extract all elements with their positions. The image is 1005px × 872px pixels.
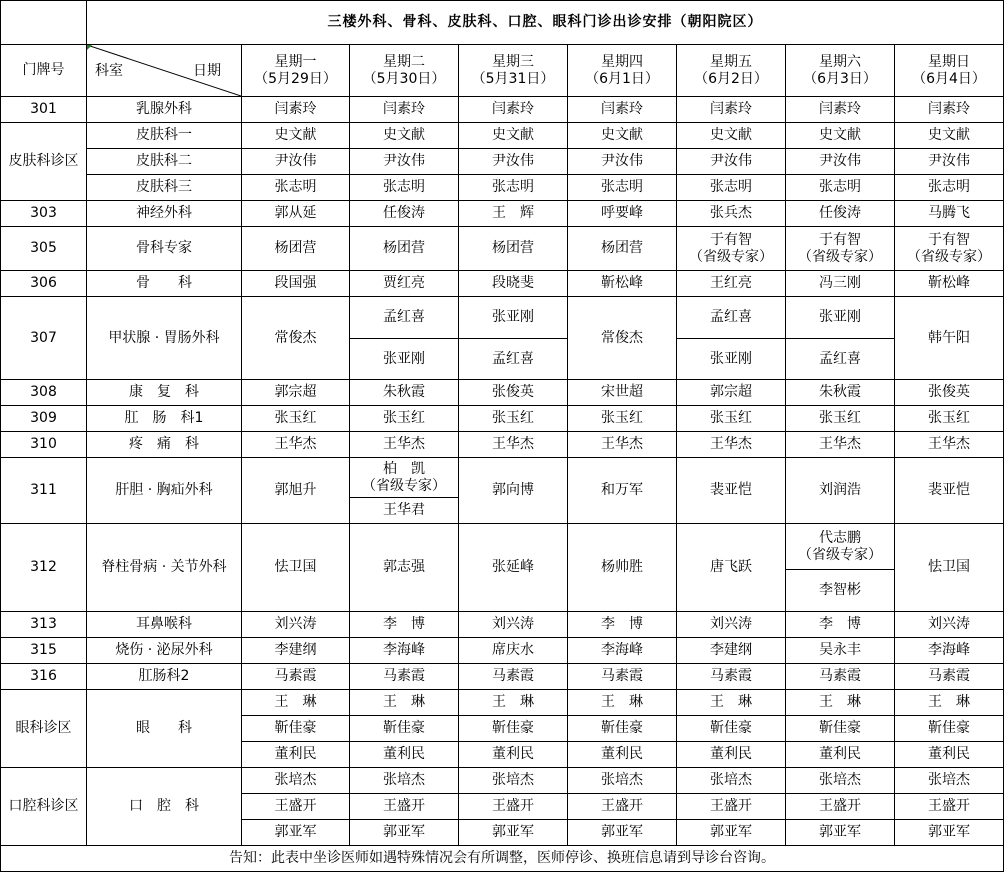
- day-header: 星期四 （6月1日）: [568, 45, 677, 97]
- doctor-cell: 张培杰: [350, 768, 459, 794]
- doctor-cell: 王华杰: [568, 432, 677, 458]
- doctor-cell: 靳松峰: [895, 271, 1004, 297]
- doctor-cell: 尹汝伟: [895, 149, 1004, 175]
- doctor-cell: 马素霞: [895, 664, 1004, 690]
- door-number: 307: [1, 297, 87, 380]
- doctor-cell: 张志明: [459, 175, 568, 201]
- doctor-cell: 张兵杰: [677, 201, 786, 227]
- doctor-cell: 刘润浩: [786, 458, 895, 524]
- dept-name: 神经外科: [87, 201, 242, 227]
- doctor-cell: 张玉红: [242, 406, 350, 432]
- doctor-cell: 王盛开: [568, 794, 677, 820]
- table-row: [1, 612, 1004, 638]
- doctor-cell: 张培杰: [568, 768, 677, 794]
- day-header: 星期日 （6月4日）: [895, 45, 1004, 97]
- doctor-cell: 李 博: [568, 612, 677, 638]
- doctor-cell: 于有智 （省级专家）: [677, 227, 786, 271]
- dept-name: 口 腔 科: [87, 768, 242, 846]
- table-row: [1, 768, 1004, 794]
- doctor-cell: 郭向博: [459, 458, 568, 524]
- door-number: 306: [1, 271, 87, 297]
- doctor-cell: 裴亚恺: [895, 458, 1004, 524]
- doctor-cell: 尹汝伟: [786, 149, 895, 175]
- doctor-cell: 董利民: [677, 742, 786, 768]
- doctor-cell: 尹汝伟: [677, 149, 786, 175]
- door-number: 303: [1, 201, 87, 227]
- date-header-label: 日期: [193, 63, 221, 79]
- doctor-cell: 张亚刚: [677, 339, 786, 380]
- table-row: [1, 149, 1004, 175]
- doctor-cell: 张志明: [786, 175, 895, 201]
- doctor-cell: 董利民: [895, 742, 1004, 768]
- doctor-cell: 靳佳豪: [568, 716, 677, 742]
- doctor-cell: 王华杰: [350, 432, 459, 458]
- doctor-cell: 裴亚恺: [677, 458, 786, 524]
- doctor-cell: 靳佳豪: [350, 716, 459, 742]
- page-title: 三楼外科、骨科、皮肤科、口腔、眼科门诊出诊安排（朝阳院区）: [87, 1, 1004, 45]
- doctor-cell: 王盛开: [677, 794, 786, 820]
- door-number: 眼科诊区: [1, 690, 87, 768]
- doctor-cell: 贾红亮: [350, 271, 459, 297]
- door-number: 308: [1, 380, 87, 406]
- doctor-cell: 马素霞: [459, 664, 568, 690]
- doctor-cell: 李海峰: [350, 638, 459, 664]
- table-row: [1, 432, 1004, 458]
- doctor-cell: 张玉红: [350, 406, 459, 432]
- doctor-cell: 张俊英: [459, 380, 568, 406]
- table-row: [1, 524, 1004, 570]
- doctor-cell: 董利民: [350, 742, 459, 768]
- doctor-cell: 张培杰: [677, 768, 786, 794]
- doctor-cell: 冯三刚: [786, 271, 895, 297]
- doctor-cell: 张玉红: [459, 406, 568, 432]
- doctor-cell: 王华杰: [786, 432, 895, 458]
- dept-name: 骨 科: [87, 271, 242, 297]
- doctor-cell: 尹汝伟: [459, 149, 568, 175]
- doctor-cell: 怯卫国: [895, 524, 1004, 612]
- dept-name: 皮肤科一: [87, 123, 242, 149]
- doctor-cell: 李建纲: [677, 638, 786, 664]
- doctor-cell: 张延峰: [459, 524, 568, 612]
- doctor-cell: 王华杰: [242, 432, 350, 458]
- doctor-cell: 闫素玲: [350, 97, 459, 123]
- doctor-cell: 任俊涛: [786, 201, 895, 227]
- doctor-cell: 郭从延: [242, 201, 350, 227]
- dept-date-header: [87, 45, 242, 97]
- doctor-cell: 靳佳豪: [895, 716, 1004, 742]
- doctor-cell: 常俊杰: [242, 297, 350, 380]
- doctor-cell: 张玉红: [677, 406, 786, 432]
- doctor-cell: 闫素玲: [895, 97, 1004, 123]
- day-header: 星期五 （6月2日）: [677, 45, 786, 97]
- doctor-cell: 马腾飞: [895, 201, 1004, 227]
- doctor-cell: 柏 凯 （省级专家）: [350, 458, 459, 498]
- doctor-cell: 王华杰: [677, 432, 786, 458]
- doctor-cell: 王 琳: [786, 690, 895, 716]
- doctor-cell: 张培杰: [242, 768, 350, 794]
- doctor-cell: 张志明: [568, 175, 677, 201]
- doctor-cell: 张培杰: [459, 768, 568, 794]
- doctor-cell: 张培杰: [786, 768, 895, 794]
- doctor-cell: 王 琳: [568, 690, 677, 716]
- doctor-cell: 史文献: [677, 123, 786, 149]
- door-number: 309: [1, 406, 87, 432]
- doctor-cell: 杨团营: [459, 227, 568, 271]
- doctor-cell: 段国强: [242, 271, 350, 297]
- doctor-cell: 唐飞跃: [677, 524, 786, 612]
- day-header: 星期二 （5月30日）: [350, 45, 459, 97]
- doctor-cell: 王华君: [350, 498, 459, 524]
- door-number-header: 门牌号: [1, 45, 87, 97]
- doctor-cell: 靳佳豪: [242, 716, 350, 742]
- doctor-cell: 杨团营: [350, 227, 459, 271]
- door-number: 313: [1, 612, 87, 638]
- doctor-cell: 杨团营: [568, 227, 677, 271]
- doctor-cell: 刘兴涛: [677, 612, 786, 638]
- doctor-cell: 郭亚军: [786, 820, 895, 846]
- table-row: [1, 664, 1004, 690]
- doctor-cell: 郭亚军: [568, 820, 677, 846]
- doctor-cell: 刘兴涛: [459, 612, 568, 638]
- doctor-cell: 代志鹏 （省级专家）: [786, 524, 895, 570]
- doctor-cell: 马素霞: [568, 664, 677, 690]
- doctor-cell: 尹汝伟: [350, 149, 459, 175]
- doctor-cell: 王华杰: [895, 432, 1004, 458]
- doctor-cell: 郭亚军: [350, 820, 459, 846]
- doctor-cell: 王华杰: [459, 432, 568, 458]
- table-row: [1, 297, 1004, 339]
- doctor-cell: 马素霞: [350, 664, 459, 690]
- dept-name: 皮肤科二: [87, 149, 242, 175]
- table-row: [1, 380, 1004, 406]
- door-number: 310: [1, 432, 87, 458]
- day-header: 星期六 （6月3日）: [786, 45, 895, 97]
- doctor-cell: 史文献: [350, 123, 459, 149]
- dept-name: 皮肤科三: [87, 175, 242, 201]
- table-row: [1, 175, 1004, 201]
- doctor-cell: 张俊英: [895, 380, 1004, 406]
- doctor-cell: 郭宗超: [677, 380, 786, 406]
- doctor-cell: 李海峰: [568, 638, 677, 664]
- doctor-cell: 张培杰: [895, 768, 1004, 794]
- doctor-cell: 李 博: [350, 612, 459, 638]
- doctor-cell: 郭亚军: [677, 820, 786, 846]
- dept-name: 烧伤 · 泌尿外科: [87, 638, 242, 664]
- doctor-cell: 靳佳豪: [677, 716, 786, 742]
- day-header: 星期一 （5月29日）: [242, 45, 350, 97]
- doctor-cell: 闫素玲: [568, 97, 677, 123]
- doctor-cell: 史文献: [786, 123, 895, 149]
- table-row: [1, 458, 1004, 498]
- doctor-cell: 靳佳豪: [459, 716, 568, 742]
- table-row: [1, 227, 1004, 271]
- door-number: 311: [1, 458, 87, 524]
- doctor-cell: 郭旭升: [242, 458, 350, 524]
- dept-name: 乳腺外科: [87, 97, 242, 123]
- doctor-cell: 张玉红: [568, 406, 677, 432]
- doctor-cell: 史文献: [242, 123, 350, 149]
- doctor-cell: 于有智 （省级专家）: [895, 227, 1004, 271]
- doctor-cell: 张志明: [677, 175, 786, 201]
- doctor-cell: 席庆水: [459, 638, 568, 664]
- footer-notice: 告知：此表中坐诊医师如遇特殊情况会有所调整，医师停诊、换班信息请到导诊台咨询。: [1, 846, 1004, 872]
- doctor-cell: 郭志强: [350, 524, 459, 612]
- doctor-cell: 李 博: [786, 612, 895, 638]
- dept-name: 甲状腺 · 胃肠外科: [87, 297, 242, 380]
- dept-name: 疼 痛 科: [87, 432, 242, 458]
- table-row: [1, 406, 1004, 432]
- table-row: [1, 97, 1004, 123]
- dept-name: 耳鼻喉科: [87, 612, 242, 638]
- day-header: 星期三 （5月31日）: [459, 45, 568, 97]
- dept-name: 眼 科: [87, 690, 242, 768]
- doctor-cell: 马素霞: [242, 664, 350, 690]
- doctor-cell: 杨帅胜: [568, 524, 677, 612]
- doctor-cell: 张玉红: [786, 406, 895, 432]
- doctor-cell: 张亚刚: [350, 339, 459, 380]
- doctor-cell: 王盛开: [459, 794, 568, 820]
- table-row: [1, 271, 1004, 297]
- doctor-cell: 史文献: [459, 123, 568, 149]
- doctor-cell: 闫素玲: [459, 97, 568, 123]
- doctor-cell: 王盛开: [242, 794, 350, 820]
- doctor-cell: 王盛开: [895, 794, 1004, 820]
- doctor-cell: 常俊杰: [568, 297, 677, 380]
- door-number: 305: [1, 227, 87, 271]
- doctor-cell: 董利民: [568, 742, 677, 768]
- dept-name: 脊柱骨病 · 关节外科: [87, 524, 242, 612]
- doctor-cell: 张亚刚: [459, 297, 568, 339]
- doctor-cell: 郭亚军: [895, 820, 1004, 846]
- door-number: 315: [1, 638, 87, 664]
- doctor-cell: 王 琳: [895, 690, 1004, 716]
- doctor-cell: 郭亚军: [459, 820, 568, 846]
- doctor-cell: 呼要峰: [568, 201, 677, 227]
- doctor-cell: 张亚刚: [786, 297, 895, 339]
- door-number: 皮肤科诊区: [1, 123, 87, 201]
- doctor-cell: 孟红喜: [677, 297, 786, 339]
- doctor-cell: 李建纲: [242, 638, 350, 664]
- doctor-cell: 郭宗超: [242, 380, 350, 406]
- doctor-cell: 郭亚军: [242, 820, 350, 846]
- doctor-cell: 朱秋霞: [350, 380, 459, 406]
- doctor-cell: 王 琳: [350, 690, 459, 716]
- doctor-cell: 宋世超: [568, 380, 677, 406]
- doctor-cell: 李智彬: [786, 570, 895, 612]
- doctor-cell: 于有智 （省级专家）: [786, 227, 895, 271]
- dept-header-label: 科室: [95, 63, 123, 79]
- doctor-cell: 闫素玲: [786, 97, 895, 123]
- doctor-cell: 和万军: [568, 458, 677, 524]
- door-number: 口腔科诊区: [1, 768, 87, 846]
- doctor-cell: 王红亮: [677, 271, 786, 297]
- doctor-cell: 张志明: [350, 175, 459, 201]
- doctor-cell: 史文献: [895, 123, 1004, 149]
- doctor-cell: 王盛开: [350, 794, 459, 820]
- doctor-cell: 董利民: [459, 742, 568, 768]
- doctor-cell: 马素霞: [677, 664, 786, 690]
- doctor-cell: 闫素玲: [677, 97, 786, 123]
- doctor-cell: 任俊涛: [350, 201, 459, 227]
- doctor-cell: 张志明: [895, 175, 1004, 201]
- doctor-cell: 李海峰: [895, 638, 1004, 664]
- doctor-cell: 王 辉: [459, 201, 568, 227]
- doctor-cell: 朱秋霞: [786, 380, 895, 406]
- doctor-cell: 王 琳: [677, 690, 786, 716]
- doctor-cell: 尹汝伟: [568, 149, 677, 175]
- dept-name: 肛肠科2: [87, 664, 242, 690]
- table-row: [1, 123, 1004, 149]
- doctor-cell: 王 琳: [242, 690, 350, 716]
- doctor-cell: 张志明: [242, 175, 350, 201]
- dept-name: 肛 肠 科1: [87, 406, 242, 432]
- doctor-cell: 尹汝伟: [242, 149, 350, 175]
- doctor-cell: 刘兴涛: [242, 612, 350, 638]
- doctor-cell: 段晓斐: [459, 271, 568, 297]
- doctor-cell: 杨团营: [242, 227, 350, 271]
- doctor-cell: 孟红喜: [350, 297, 459, 339]
- doctor-cell: 刘兴涛: [895, 612, 1004, 638]
- doctor-cell: 怯卫国: [242, 524, 350, 612]
- table-row: [1, 690, 1004, 716]
- doctor-cell: 马素霞: [786, 664, 895, 690]
- doctor-cell: 韩午阳: [895, 297, 1004, 380]
- doctor-cell: 孟红喜: [459, 339, 568, 380]
- table-row: [1, 201, 1004, 227]
- door-number: 312: [1, 524, 87, 612]
- dept-name: 骨科专家: [87, 227, 242, 271]
- door-number: 316: [1, 664, 87, 690]
- dept-name: 肝胆 · 胸疝外科: [87, 458, 242, 524]
- doctor-cell: 史文献: [568, 123, 677, 149]
- doctor-cell: 张玉红: [895, 406, 1004, 432]
- doctor-cell: 董利民: [786, 742, 895, 768]
- doctor-cell: 王盛开: [786, 794, 895, 820]
- doctor-cell: 王 琳: [459, 690, 568, 716]
- doctor-cell: 闫素玲: [242, 97, 350, 123]
- doctor-cell: 董利民: [242, 742, 350, 768]
- dept-name: 康 复 科: [87, 380, 242, 406]
- table-row: [1, 638, 1004, 664]
- doctor-cell: 靳佳豪: [786, 716, 895, 742]
- door-number: 301: [1, 97, 87, 123]
- doctor-cell: 吴永丰: [786, 638, 895, 664]
- doctor-cell: 靳松峰: [568, 271, 677, 297]
- doctor-cell: 孟红喜: [786, 339, 895, 380]
